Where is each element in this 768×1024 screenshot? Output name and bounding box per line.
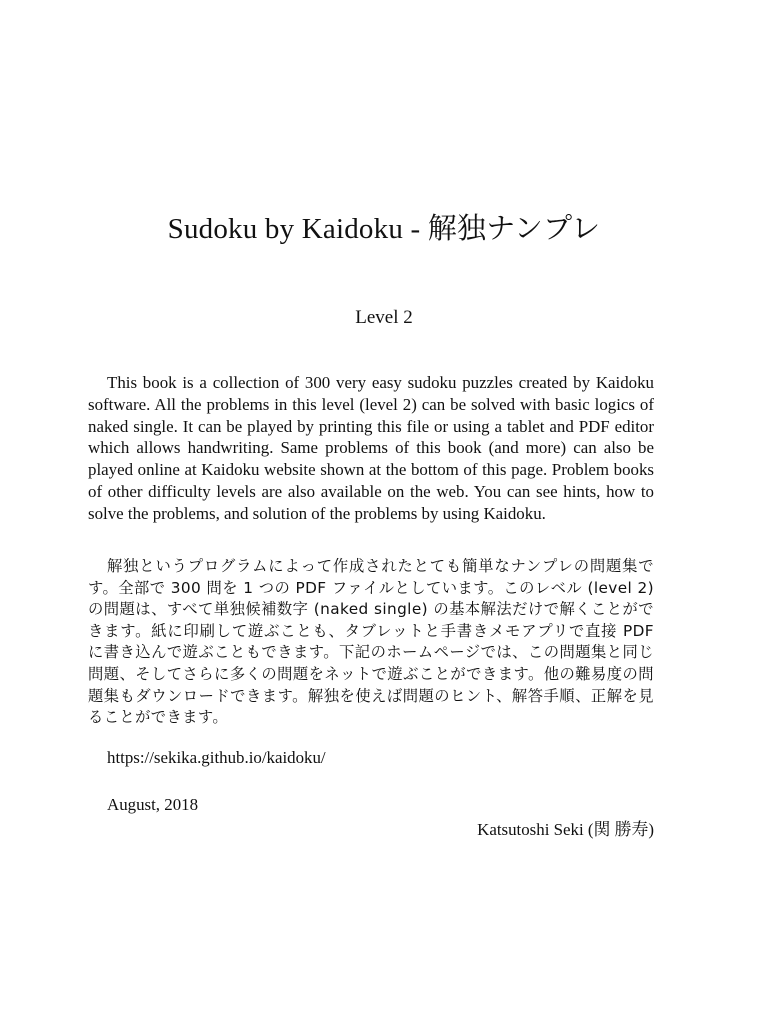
intro-paragraph-english: This book is a collection of 300 very easy sudoku puzzles created by Kaidoku software. All the problems in this level (level 2) can be solved with basic logics of naked single. It can be played by printing this file or using a tablet and PDF editor which allows handwriting. Same problems of this book (and more) can also be played online at Kaidoku website shown at the bottom of this page. Problem books of other difficulty levels are also available on the web. You can see hints, how to solve the problems, and solution of the problems by using Kaidoku. [88, 373, 654, 523]
intro-paragraph-japanese: 解独というプログラムによって作成されたとても簡単なナンプレの問題集です。全部で 300 問を 1 つの PDF ファイルとしています。このレベル (level 2) の問題は、すべて単独候補数字 (naked single) の基本解法だけで解くことができます。紙に印刷して遊ぶことも、タブレットと手書きメモアプリで直接 PDF に書き込んで遊ぶこともできます。下記のホームページでは、この問題集と同じ問題、そしてさらに多くの問題をネットで遊ぶことができます。他の難易度の問題集もダウンロードできます。解独を使えば問題のヒント、解答手順、正解を見ることができます。 [88, 557, 654, 727]
document-title: Sudoku by Kaidoku - 解独ナンプレ [167, 213, 601, 245]
level-subtitle: Level 2 [355, 307, 413, 328]
publication-date: August, 2018 [107, 795, 199, 814]
website-url-link[interactable]: https://sekika.github.io/kaidoku/ [107, 748, 326, 767]
author-name: Katsutoshi Seki (関 勝寿) [477, 820, 654, 839]
